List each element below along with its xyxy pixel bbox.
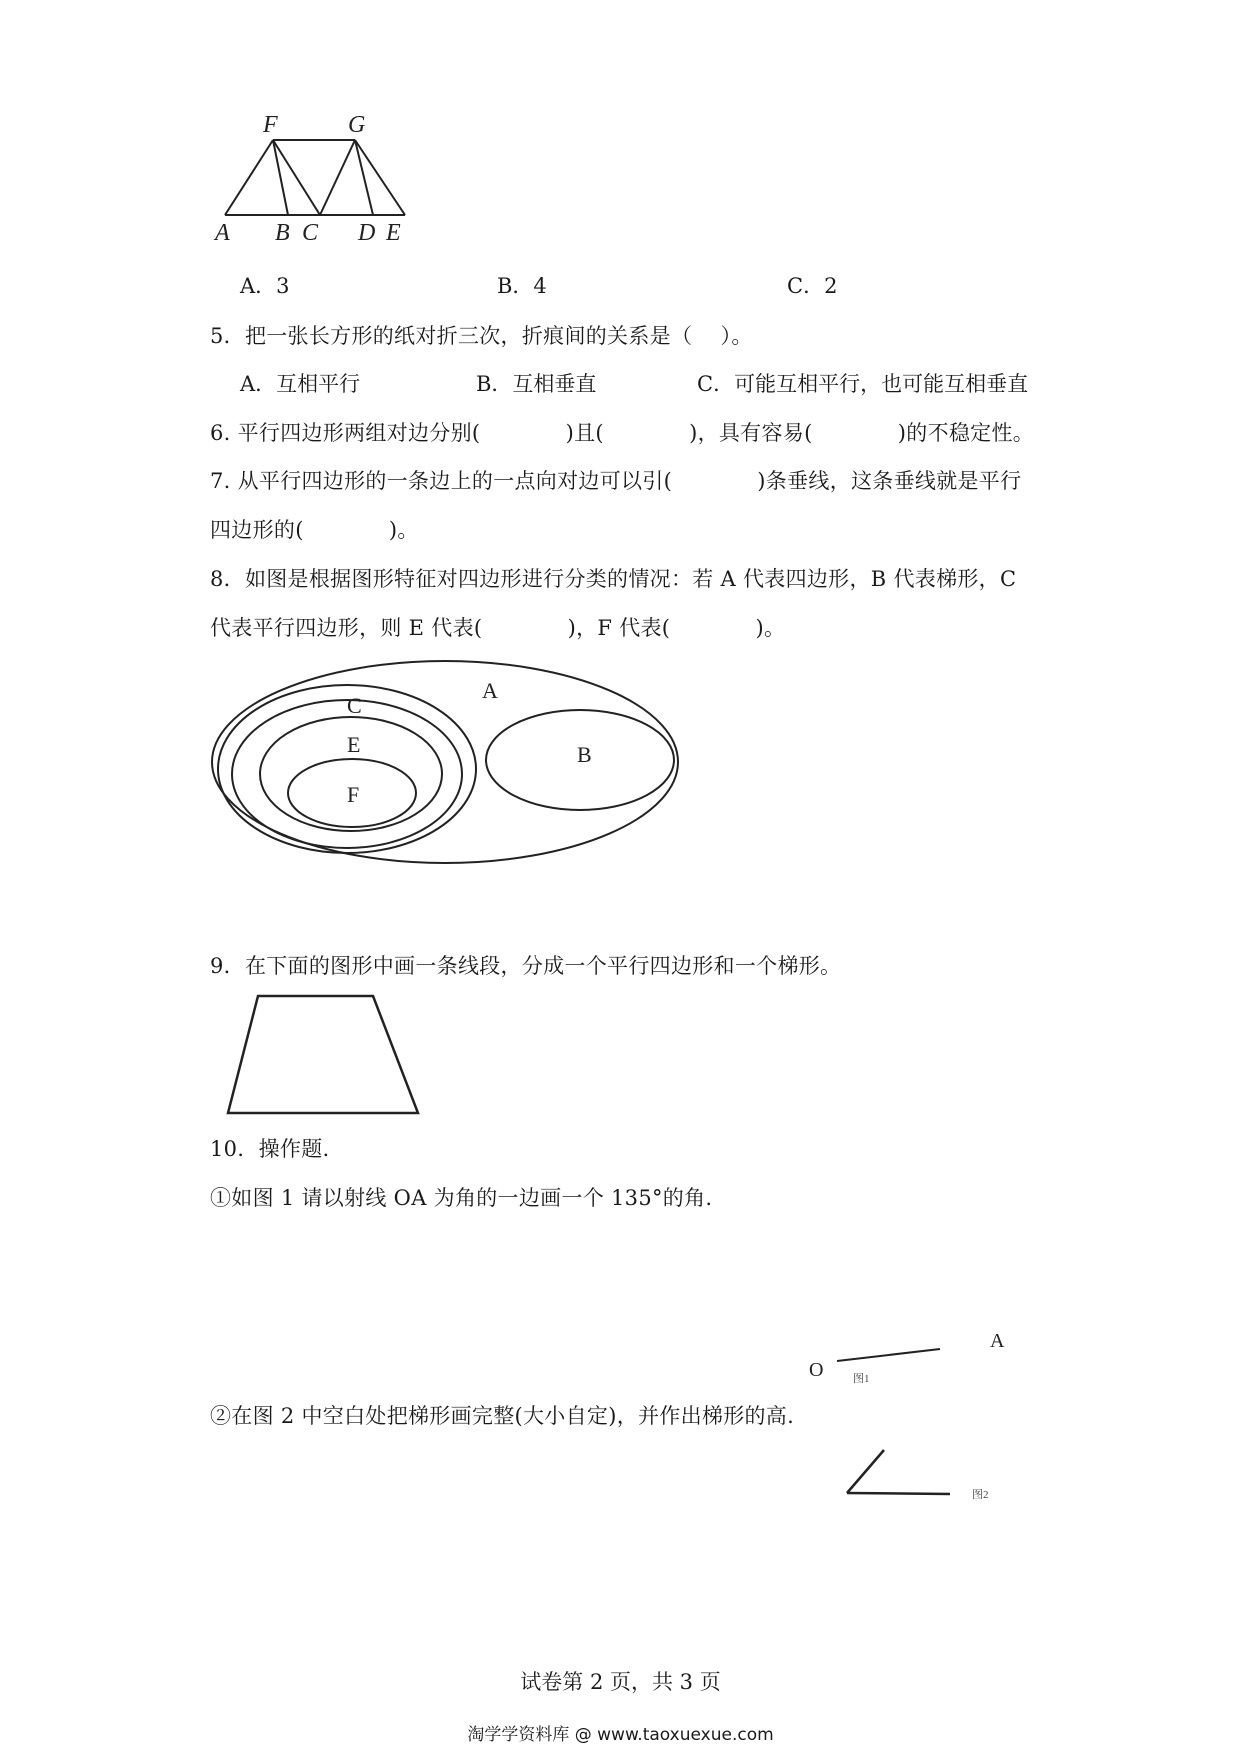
venn-label-E: E	[347, 732, 361, 757]
q4-option-b[interactable]: B．4	[497, 274, 547, 298]
label-G: G	[348, 112, 366, 138]
q10-title: 10．操作题.	[210, 1137, 330, 1161]
site-watermark: 淘学学资料库 @ www.taoxuexue.com	[467, 1725, 774, 1745]
label-D: D	[358, 220, 376, 246]
q7-question-line2: 四边形的( )。	[210, 518, 419, 542]
label-C: C	[302, 220, 319, 246]
q10-figure-2	[840, 1440, 1010, 1520]
q5-question: 5．把一张长方形的纸对折三次，折痕间的关系是（ ）。	[210, 324, 753, 348]
fig1-label-O: O	[809, 1359, 824, 1381]
label-B: B	[275, 220, 290, 246]
fig1-label-A: A	[990, 1330, 1005, 1352]
q8-venn-diagram	[205, 655, 685, 870]
label-F: F	[263, 112, 278, 138]
ellipse-C	[232, 700, 462, 848]
q5-option-c[interactable]: C．可能互相平行，也可能互相垂直	[697, 372, 1029, 396]
q9-question: 9．在下面的图形中画一条线段，分成一个平行四边形和一个梯形。	[210, 954, 842, 978]
label-A: A	[215, 220, 230, 246]
q10-figure-1	[805, 1320, 1025, 1390]
label-E: E	[386, 220, 401, 246]
ellipse-A	[212, 661, 678, 863]
q5-option-a[interactable]: A．互相平行	[240, 372, 361, 396]
venn-label-C: C	[347, 693, 362, 718]
page-number: 试卷第 2 页，共 3 页	[520, 1670, 721, 1694]
q6-question: 6. 平行四边形两组对边分别( )且( )，具有容易( )的不稳定性。	[210, 421, 1035, 445]
q8-question-line2: 代表平行四边形，则 E 代表( )，F 代表( )。	[210, 616, 786, 640]
q4-option-a[interactable]: A．3	[240, 274, 290, 298]
q5-option-b[interactable]: B．互相垂直	[476, 372, 597, 396]
q4-option-c[interactable]: C．2	[787, 274, 838, 298]
fig1-caption: 图1	[853, 1373, 870, 1385]
q10-part1: ①如图 1 请以射线 OA 为角的一边画一个 135°的角.	[210, 1186, 713, 1210]
fig2-caption: 图2	[972, 1489, 989, 1501]
q4-figure	[210, 105, 430, 250]
venn-label-A: A	[482, 678, 498, 703]
q7-question-line1: 7. 从平行四边形的一条边上的一点向对边可以引( )条垂线，这条垂线就是平行	[210, 469, 1022, 493]
q10-part2: ②在图 2 中空白处把梯形画完整(大小自定)，并作出梯形的高.	[210, 1404, 795, 1428]
q8-question-line1: 8．如图是根据图形特征对四边形进行分类的情况：若 A 代表四边形，B 代表梯形，C	[210, 567, 1017, 591]
q9-trapezoid	[220, 990, 430, 1120]
venn-label-B: B	[577, 742, 592, 767]
venn-label-F: F	[347, 782, 360, 807]
